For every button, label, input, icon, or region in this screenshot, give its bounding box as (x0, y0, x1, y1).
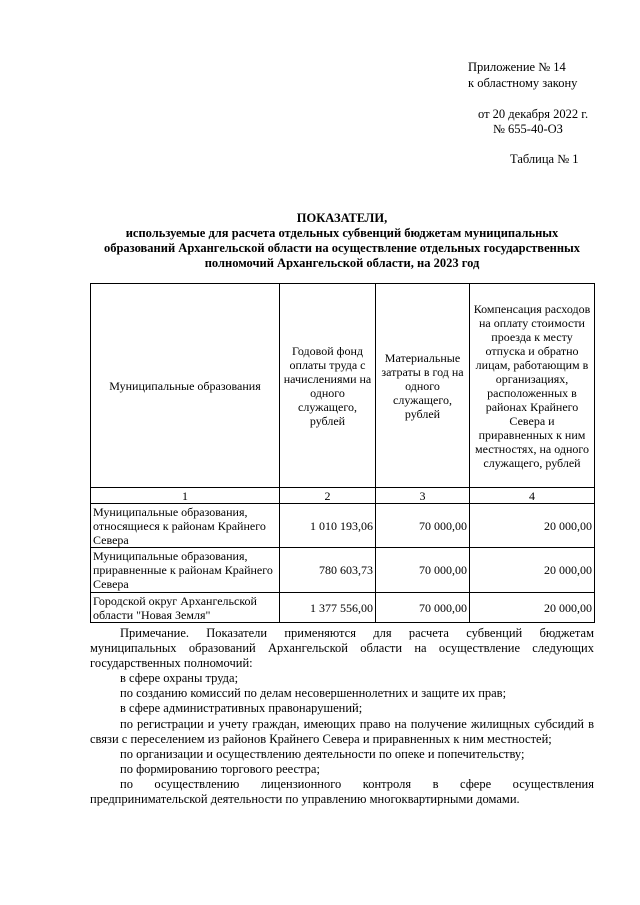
note-item: в сфере административных правонарушений; (120, 701, 363, 716)
table-row (91, 504, 595, 548)
note-item: в сфере охраны труда; (120, 671, 239, 686)
header-travel-compensation: Компенсация расходов на оплату стоимости проезда к месту отпуска и обратно лицам, работающим в организациях, расположенных в районах Крайнего Севера и приравненных к ним местностях, на одного служащего, рублей (470, 284, 595, 488)
row-compensation: 20 000,00 (470, 504, 595, 548)
law-reference: к областному закону (468, 76, 578, 90)
table-number: Таблица № 1 (510, 152, 579, 166)
table-header-row (91, 284, 595, 488)
law-number: № 655-40-ОЗ (493, 122, 563, 136)
col-number: 2 (280, 488, 376, 504)
note-item: по организации и осуществлению деятельности по опеке и попечительству; (120, 746, 525, 761)
note-item: по регистрации и учету граждан, имеющих право на получение жилищных субсидий в связи с переселением из районов Крайнего Севера и приравненных к ним местностей; (90, 716, 594, 746)
row-payroll: 1 010 193,06 (280, 504, 376, 548)
row-compensation: 20 000,00 (470, 548, 595, 593)
title-line: образований Архангельской области на осуществление отдельных государственных (103, 241, 581, 255)
row-material: 70 000,00 (376, 504, 470, 548)
header-payroll: Годовой фонд оплаты труда с начислениями на одного служащего, рублей (280, 284, 376, 488)
note-section (90, 626, 594, 807)
row-name: Городской округ Архангельской области "Новая Земля" (91, 593, 280, 623)
title-line: полномочий Архангельской области, на 2023 год (204, 256, 480, 270)
row-compensation: 20 000,00 (470, 593, 595, 623)
law-date: от 20 декабря 2022 г. (478, 107, 589, 121)
col-number: 1 (91, 488, 280, 504)
document-title (90, 211, 594, 271)
table-row (91, 593, 595, 623)
row-payroll: 1 377 556,00 (280, 593, 376, 623)
note-item: по осуществлению лицензионного контроля в сфере осуществления предпринимательской деятельности по управлению многоквартирными домами. (90, 776, 594, 807)
note-item: по созданию комиссий по делам несовершеннолетних и защите их прав; (120, 686, 507, 701)
row-name: Муниципальные образования, относящиеся к районам Крайнего Севера (91, 504, 280, 548)
indicators-table (90, 283, 595, 623)
header-material-costs: Материальные затраты в год на одного служащего, рублей (376, 284, 470, 488)
row-material: 70 000,00 (376, 593, 470, 623)
col-number: 4 (470, 488, 595, 504)
note-intro: Примечание. Показатели применяются для расчета субвенций бюджетам муниципальных образований Архангельской области на осуществление следующих государственных полномочий: (90, 626, 594, 671)
title-line: ПОКАЗАТЕЛИ, (296, 211, 388, 225)
row-payroll: 780 603,73 (280, 548, 376, 593)
note-item: по формированию торгового реестра; (120, 761, 320, 776)
column-number-row (91, 488, 595, 504)
table-row (91, 548, 595, 593)
appendix-label: Приложение № 14 (468, 60, 566, 74)
row-material: 70 000,00 (376, 548, 470, 593)
col-number: 3 (376, 488, 470, 504)
title-line: используемые для расчета отдельных субвенций бюджетам муниципальных (125, 226, 559, 240)
header-municipalities: Муниципальные образования (91, 284, 280, 488)
row-name: Муниципальные образования, приравненные к районам Крайнего Севера (91, 548, 280, 593)
